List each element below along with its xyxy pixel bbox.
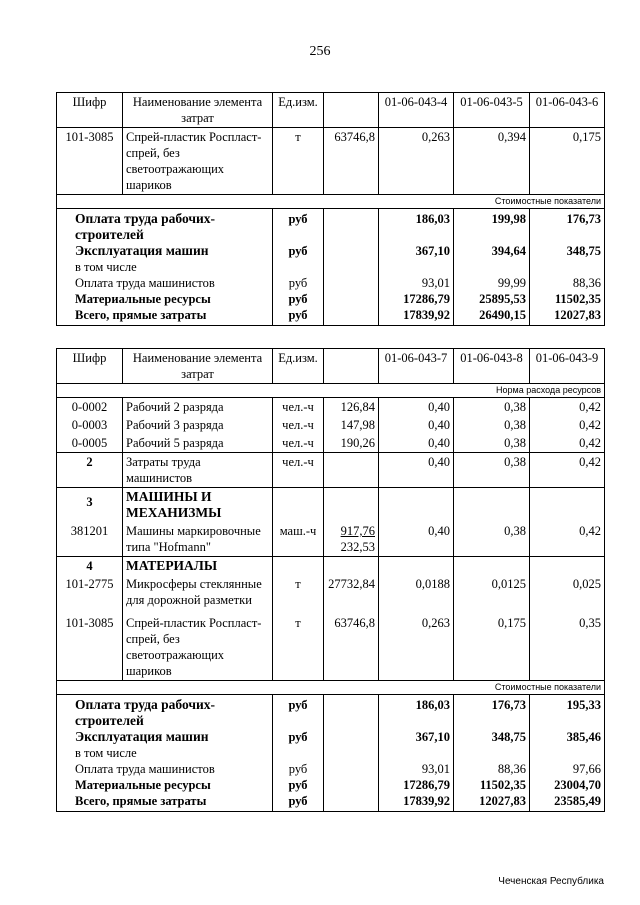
row-value: 0,175 [454,609,530,681]
row-unit: чел.-ч [273,453,324,488]
cost-row-label: Оплата труда машинистов [57,275,273,291]
header-col: 01-06-043-7 [379,349,454,384]
row-value: 0,38 [454,398,530,417]
row-name: Затраты труда машинистов [123,453,273,488]
header-unit: Ед.изм. [273,349,324,384]
section-code: 4 [57,557,123,576]
row-value: 0,42 [530,398,605,417]
table-row [57,416,605,434]
row-value: 0,42 [530,434,605,453]
section-row [57,557,605,576]
row-empty [324,557,379,576]
cost-row-value: 25895,53 [454,291,530,307]
cost-row [57,793,605,812]
cost-row-value: 88,36 [530,275,605,291]
row-value: 0,40 [379,416,454,434]
cost-row-value: 12027,83 [530,307,605,326]
cost-row-unit: руб [273,729,324,745]
header-unit: Ед.изм. [273,93,324,128]
cost-row-value: 199,98 [454,209,530,244]
row-value: 0,42 [530,522,605,557]
header-code: Шифр [57,349,123,384]
row-empty [454,488,530,523]
row-name: Машины маркировочные типа "Hofmann" [123,522,273,557]
row-code: 0-0003 [57,416,123,434]
row-name: Рабочий 2 разряда [123,398,273,417]
cost-row-value: 367,10 [379,729,454,745]
cost-row-value: 348,75 [454,729,530,745]
header-name: Наименование элемента затрат [123,93,273,128]
row-code: 2 [57,453,123,488]
row-value: 0,38 [454,453,530,488]
row-value: 0,38 [454,522,530,557]
row-unit: т [273,609,324,681]
row-name: Спрей-пластик Роспласт-спрей, без светоотражающих шариков [123,128,273,195]
row-empty [379,488,454,523]
cost-row-unit: руб [273,761,324,777]
row-name: Рабочий 5 разряда [123,434,273,453]
row-code: 0-0005 [57,434,123,453]
cost-row-empty [324,259,379,275]
cost-row [57,777,605,793]
cost-row-value: 17286,79 [379,777,454,793]
cost-row-value: 195,33 [530,695,605,730]
norm-section-label [57,384,605,398]
row-name: Спрей-пластик Роспласт-спрей, без светоотражающих шариков [123,609,273,681]
cost-row-label: Эксплуатация машин [57,729,273,745]
table-header-row [57,93,605,128]
section-name: МАШИНЫ И МЕХАНИЗМЫ [123,488,273,523]
cost-row-empty [324,307,379,326]
cost-row-empty [530,745,605,761]
row-unit: чел.-ч [273,416,324,434]
cost-row-label: Оплата труда рабочих-строителей [57,209,273,244]
cost-row-value: 367,10 [379,243,454,259]
cost-row-value: 93,01 [379,761,454,777]
row-empty [530,488,605,523]
cost-row-label: Эксплуатация машин [57,243,273,259]
table-row [57,609,605,681]
table-row [57,128,605,195]
cost-label: Стоимостные показатели [57,195,605,209]
cost-row-empty [324,209,379,244]
section-name: МАТЕРИАЛЫ [123,557,273,576]
resource-table-2 [56,348,605,812]
row-price: 27732,84 [324,575,379,609]
cost-row-empty [324,745,379,761]
header-code: Шифр [57,93,123,128]
row-value: 0,38 [454,434,530,453]
row-value: 0,175 [530,128,605,195]
header-col: 01-06-043-6 [530,93,605,128]
row-code: 101-2775 [57,575,123,609]
row-price: 147,98 [324,416,379,434]
resource-table-1 [56,92,605,326]
cost-row-value: 17839,92 [379,307,454,326]
row-value: 0,394 [454,128,530,195]
row-empty [273,488,324,523]
cost-section-label [57,681,605,695]
footer-region: Чеченская Республика [498,876,604,887]
cost-row-value: 97,66 [530,761,605,777]
cost-row-unit: руб [273,291,324,307]
cost-row-empty [379,259,454,275]
row-value: 0,40 [379,434,454,453]
cost-row-label: Всего, прямые затраты [57,307,273,326]
cost-label: Стоимостные показатели [57,681,605,695]
row-value: 0,42 [530,416,605,434]
cost-row-value: 394,64 [454,243,530,259]
header-name: Наименование элемента затрат [123,349,273,384]
table-row [57,434,605,453]
row-value: 0,40 [379,522,454,557]
cost-row-empty [324,729,379,745]
row-value: 0,38 [454,416,530,434]
cost-row [57,275,605,291]
cost-row-unit: руб [273,777,324,793]
row-value: 0,42 [530,453,605,488]
cost-row-value: 12027,83 [454,793,530,812]
header-price [324,349,379,384]
row-value: 0,0188 [379,575,454,609]
row-value: 0,35 [530,609,605,681]
cost-row-value: 11502,35 [530,291,605,307]
row-code: 381201 [57,522,123,557]
cost-row-unit: руб [273,793,324,812]
cost-row [57,291,605,307]
cost-row [57,259,605,275]
cost-row-label: Оплата труда машинистов [57,761,273,777]
row-empty [454,557,530,576]
cost-row-label: Всего, прямые затраты [57,793,273,812]
row-price: 63746,8 [324,609,379,681]
cost-row-label: Оплата труда рабочих-строителей [57,695,273,730]
row-value: 0,025 [530,575,605,609]
cost-row-value: 17839,92 [379,793,454,812]
cost-section-label [57,195,605,209]
row-value: 0,0125 [454,575,530,609]
cost-row-empty [454,259,530,275]
row-value: 0,40 [379,398,454,417]
row-unit: т [273,128,324,195]
cost-row-unit: руб [273,243,324,259]
row-empty [530,557,605,576]
header-price [324,93,379,128]
row-code: 101-3085 [57,128,123,195]
cost-row-label: в том числе [57,745,273,761]
row-value: 0,263 [379,609,454,681]
cost-row-empty [324,695,379,730]
cost-row-value: 11502,35 [454,777,530,793]
row-value: 0,263 [379,128,454,195]
cost-row-empty [530,259,605,275]
cost-row-unit: руб [273,695,324,730]
price-secondary: 232,53 [340,540,375,554]
row-empty [273,557,324,576]
cost-row-empty [324,793,379,812]
header-col: 01-06-043-4 [379,93,454,128]
norm-label: Норма расхода ресурсов [57,384,605,398]
table-row [57,398,605,417]
cost-row [57,729,605,745]
cost-row-value: 26490,15 [454,307,530,326]
table-row [57,522,605,557]
cost-row-label: в том числе [57,259,273,275]
cost-row [57,745,605,761]
header-col: 01-06-043-5 [454,93,530,128]
price-primary: 917,76 [340,524,375,538]
row-code: 0-0002 [57,398,123,417]
cost-row-empty [273,259,324,275]
row-code: 101-3085 [57,609,123,681]
cost-row-value: 186,03 [379,209,454,244]
row-unit: маш.-ч [273,522,324,557]
cost-row-value: 385,46 [530,729,605,745]
page-number: 256 [309,44,331,59]
cost-row-empty [379,745,454,761]
cost-row [57,307,605,326]
cost-row-unit: руб [273,307,324,326]
row-unit: чел.-ч [273,398,324,417]
cost-row [57,209,605,244]
table-row [57,575,605,609]
row-name: Рабочий 3 разряда [123,416,273,434]
cost-row-empty [324,243,379,259]
cost-row-value: 186,03 [379,695,454,730]
row-empty [324,488,379,523]
cost-row-label: Материальные ресурсы [57,777,273,793]
cost-row-unit: руб [273,275,324,291]
cost-row-empty [324,275,379,291]
cost-row-empty [324,291,379,307]
cost-row-empty [324,777,379,793]
row-unit: чел.-ч [273,434,324,453]
cost-row [57,243,605,259]
section-row [57,488,605,523]
row-empty [379,557,454,576]
row-value: 0,40 [379,453,454,488]
cost-row [57,761,605,777]
cost-row-value: 88,36 [454,761,530,777]
row-price: 63746,8 [324,128,379,195]
cost-row-value: 176,73 [530,209,605,244]
row-price: 190,26 [324,434,379,453]
row-name: Микросферы стеклянные для дорожной разметки [123,575,273,609]
cost-row-empty [454,745,530,761]
cost-row-value: 176,73 [454,695,530,730]
row-unit: т [273,575,324,609]
cost-row-value: 99,99 [454,275,530,291]
header-col: 01-06-043-9 [530,349,605,384]
cost-row [57,695,605,730]
cost-row-value: 17286,79 [379,291,454,307]
table-header-row [57,349,605,384]
cost-row-value: 348,75 [530,243,605,259]
cost-row-value: 23004,70 [530,777,605,793]
table-row [57,453,605,488]
row-price [324,522,379,557]
row-price [324,453,379,488]
header-col: 01-06-043-8 [454,349,530,384]
cost-row-unit: руб [273,209,324,244]
section-code: 3 [57,488,123,523]
cost-row-label: Материальные ресурсы [57,291,273,307]
cost-row-value: 23585,49 [530,793,605,812]
row-price: 126,84 [324,398,379,417]
cost-row-empty [273,745,324,761]
cost-row-empty [324,761,379,777]
cost-row-value: 93,01 [379,275,454,291]
